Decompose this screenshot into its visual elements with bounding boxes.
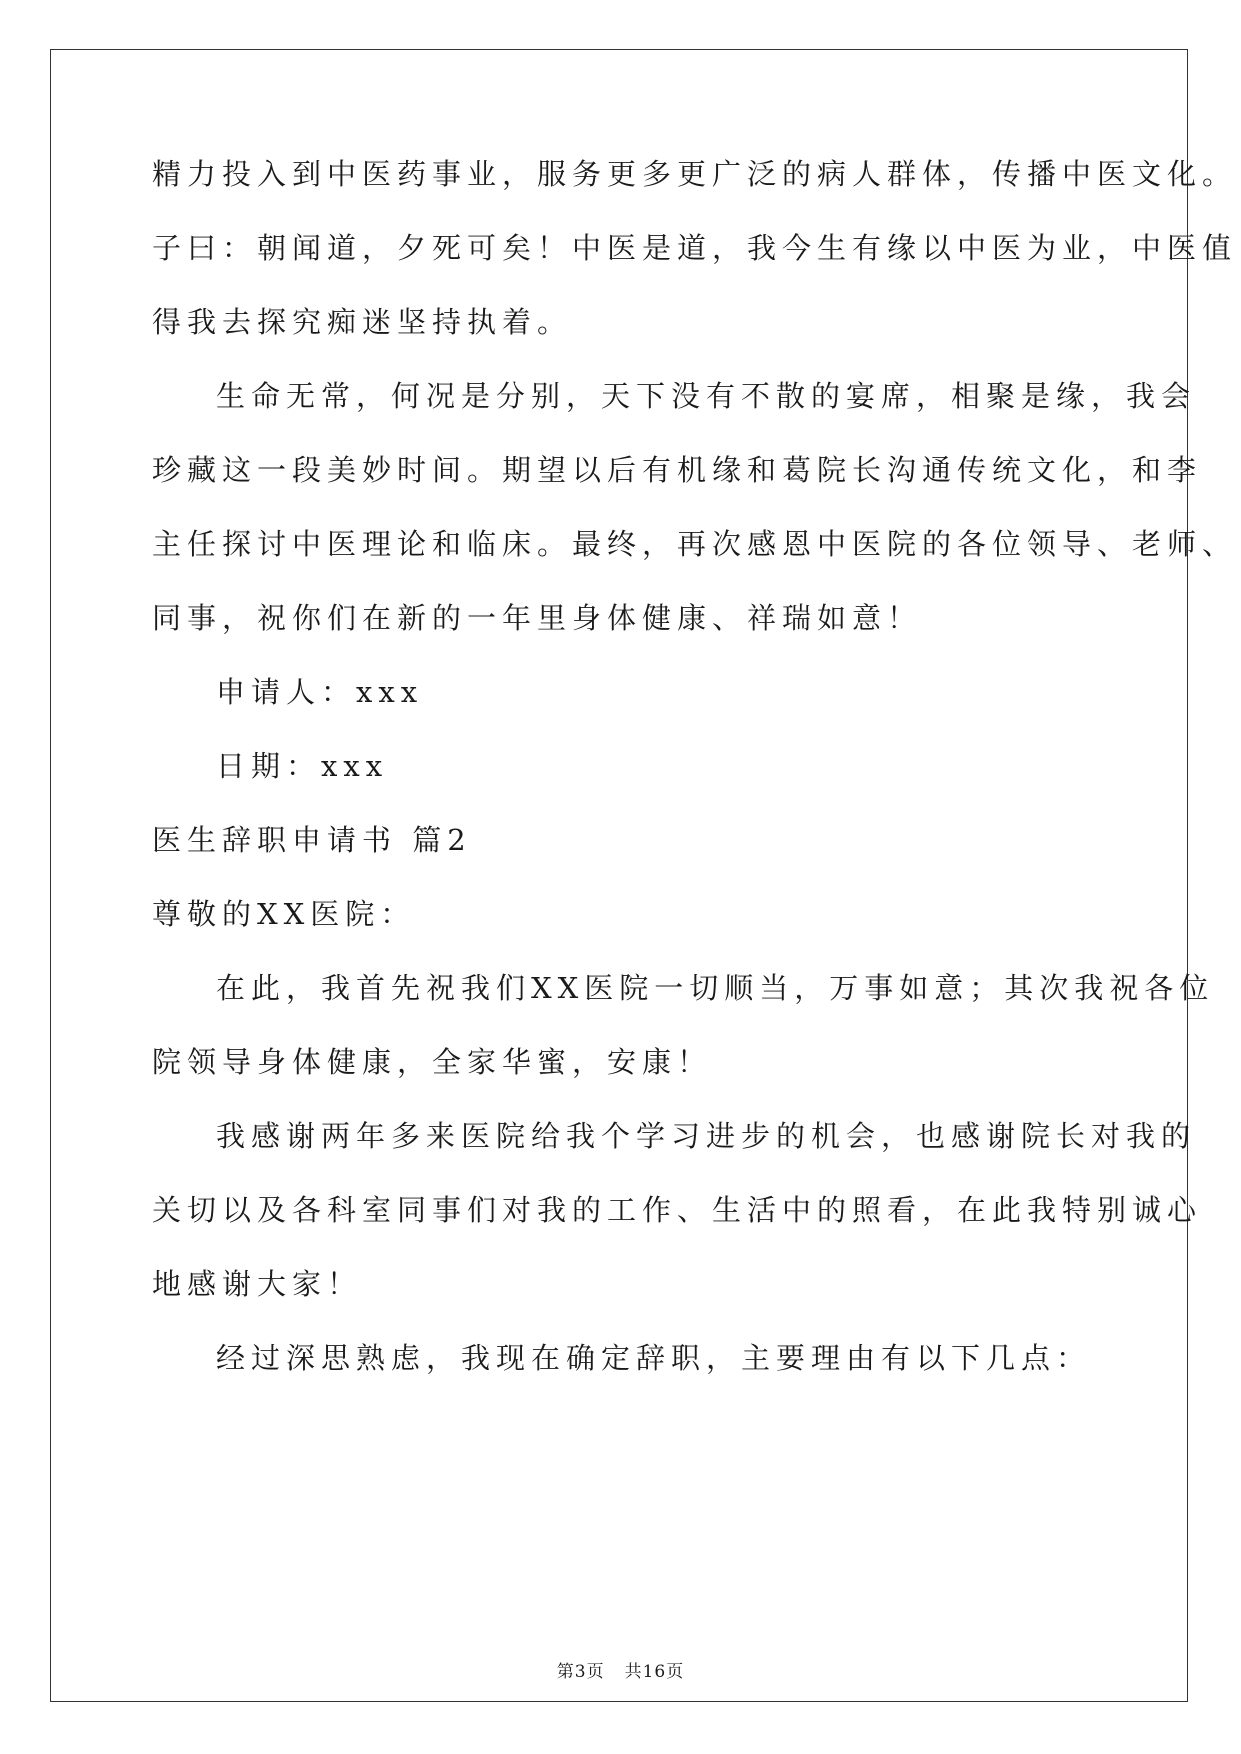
body-line: 我感谢两年多来医院给我个学习进步的机会，也感谢院长对我的 bbox=[216, 1119, 1197, 1153]
page-total: 共16页 bbox=[624, 1662, 685, 1682]
applicant-line: 申请人：xxx bbox=[216, 675, 424, 709]
section-heading: 医生辞职申请书 篇2 bbox=[152, 823, 472, 857]
body-line: 得我去探究痴迷坚持执着。 bbox=[152, 305, 573, 339]
body-line: 精力投入到中医药事业，服务更多更广泛的病人群体，传播中医文化。 bbox=[152, 157, 1238, 191]
body-line: 子曰：朝闻道，夕死可矣！中医是道，我今生有缘以中医为业，中医值 bbox=[152, 231, 1238, 265]
body-line: 生命无常，何况是分别，天下没有不散的宴席，相聚是缘，我会 bbox=[216, 379, 1197, 413]
body-line: 关切以及各科室同事们对我的工作、生活中的照看，在此我特别诚心 bbox=[152, 1193, 1203, 1227]
page-border bbox=[50, 49, 1188, 1702]
page-number: 第3页 bbox=[556, 1662, 605, 1682]
body-line: 珍藏这一段美妙时间。期望以后有机缘和葛院长沟通传统文化，和李 bbox=[152, 453, 1203, 487]
body-line: 主任探讨中医理论和临床。最终，再次感恩中医院的各位领导、老师、 bbox=[152, 527, 1238, 561]
date-line: 日期：xxx bbox=[216, 749, 389, 783]
body-line: 同事，祝你们在新的一年里身体健康、祥瑞如意！ bbox=[152, 601, 923, 635]
body-line: 在此，我首先祝我们XX医院一切顺当，万事如意；其次我祝各位 bbox=[216, 971, 1215, 1005]
salutation: 尊敬的XX医院： bbox=[152, 897, 416, 931]
body-line: 经过深思熟虑，我现在确定辞职，主要理由有以下几点： bbox=[216, 1341, 1092, 1375]
body-line: 院领导身体健康，全家华蜜，安康！ bbox=[152, 1045, 713, 1079]
body-line: 地感谢大家！ bbox=[152, 1267, 363, 1301]
page-footer bbox=[0, 1660, 1241, 1684]
